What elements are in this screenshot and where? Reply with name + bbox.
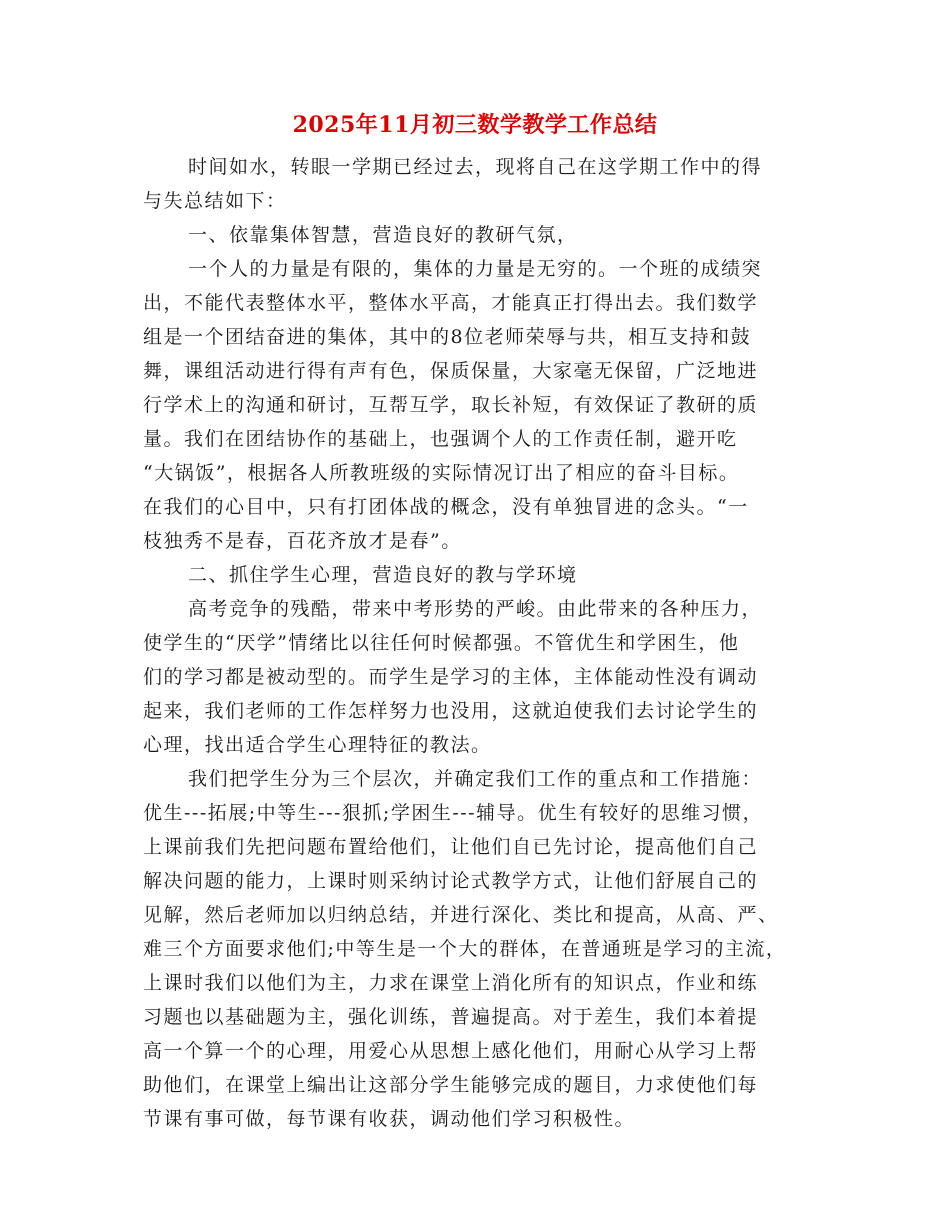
body-line: 我们把学生分为三个层次，并确定我们工作的重点和工作措施： xyxy=(188,768,763,790)
body-line: 二、抓住学生心理，营造良好的教与学环境 xyxy=(188,564,578,586)
body-line: 一个人的力量是有限的，集体的力量是无穷的。一个班的成绩突 xyxy=(188,258,763,280)
body-line: 量。我们在团结协作的基础上，也强调个人的工作责任制，避开吃 xyxy=(143,428,738,450)
body-line: 高一个算一个的心理，用爱心从思想上感化他们，用耐心从学习上帮 xyxy=(143,1040,759,1062)
document-body xyxy=(143,150,823,1136)
body-line: 见解，然后老师加以归纳总结，并进行深化、类比和提高，从高、严、 xyxy=(143,904,779,926)
body-line: 节课有事可做，每节课有收获，调动他们学习积极性。 xyxy=(143,1108,636,1130)
body-line: 习题也以基础题为主，强化训练，普遍提高。对于差生，我们本着提 xyxy=(143,1006,759,1028)
body-line: 上课前我们先把问题布置给他们，让他们自已先讨论，提高他们自己 xyxy=(143,836,759,858)
body-line: 枝独秀不是春，百花齐放才是春”。 xyxy=(143,530,462,552)
body-line: 上课时我们以他们为主，力求在课堂上消化所有的知识点，作业和练 xyxy=(143,972,759,994)
body-line: 高考竞争的残酷，带来中考形势的严峻。由此带来的各种压力， xyxy=(188,598,763,620)
body-line: 使学生的“厌学”情绪比以往任何时候都强。不管优生和学困生，他 xyxy=(143,632,740,654)
body-line: 起来，我们老师的工作怎样努力也没用，这就迫使我们去讨论学生的 xyxy=(143,700,759,722)
body-line: 优生---拓展;中等生---狠抓;学困生---辅导。优生有较好的思维习惯， xyxy=(143,802,764,824)
body-line: 行学术上的沟通和研讨，互帮互学，取长补短，有效保证了教研的质 xyxy=(143,394,759,416)
body-line: 一、依靠集体智慧，营造良好的教研气氛， xyxy=(188,224,578,246)
body-line: 们的学习都是被动型的。而学生是学习的主体，主体能动性没有调动 xyxy=(143,666,759,688)
body-line: 心理，找出适合学生心理特征的教法。 xyxy=(143,734,492,756)
body-line: “大锅饭”，根据各人所教班级的实际情况订出了相应的奋斗目标。 xyxy=(143,462,740,484)
body-line: 解决问题的能力，上课时则采纳讨论式教学方式，让他们舒展自己的 xyxy=(143,870,759,892)
body-line: 出，不能代表整体水平，整体水平高，才能真正打得出去。我们数学 xyxy=(143,292,759,314)
body-line: 在我们的心目中，只有打团体战的概念，没有单独冒进的念头。“一 xyxy=(143,496,749,518)
body-line: 助他们，在课堂上编出让这部分学生能够完成的题目，力求使他们每 xyxy=(143,1074,759,1096)
body-line: 时间如水，转眼一学期已经过去，现将自己在这学期工作中的得 xyxy=(188,156,763,178)
document-title: 2025年11月初三数学教学工作总结 xyxy=(292,112,658,138)
body-line: 舞，课组活动进行得有声有色，保质保量，大家毫无保留，广泛地进 xyxy=(143,360,759,382)
body-line: 组是一个团结奋进的集体，其中的8位老师荣辱与共，相互支持和鼓 xyxy=(143,326,752,348)
body-line: 与失总结如下： xyxy=(143,190,287,212)
body-line: 难三个方面要求他们;中等生是一个大的群体，在普通班是学习的主流， xyxy=(143,938,787,960)
